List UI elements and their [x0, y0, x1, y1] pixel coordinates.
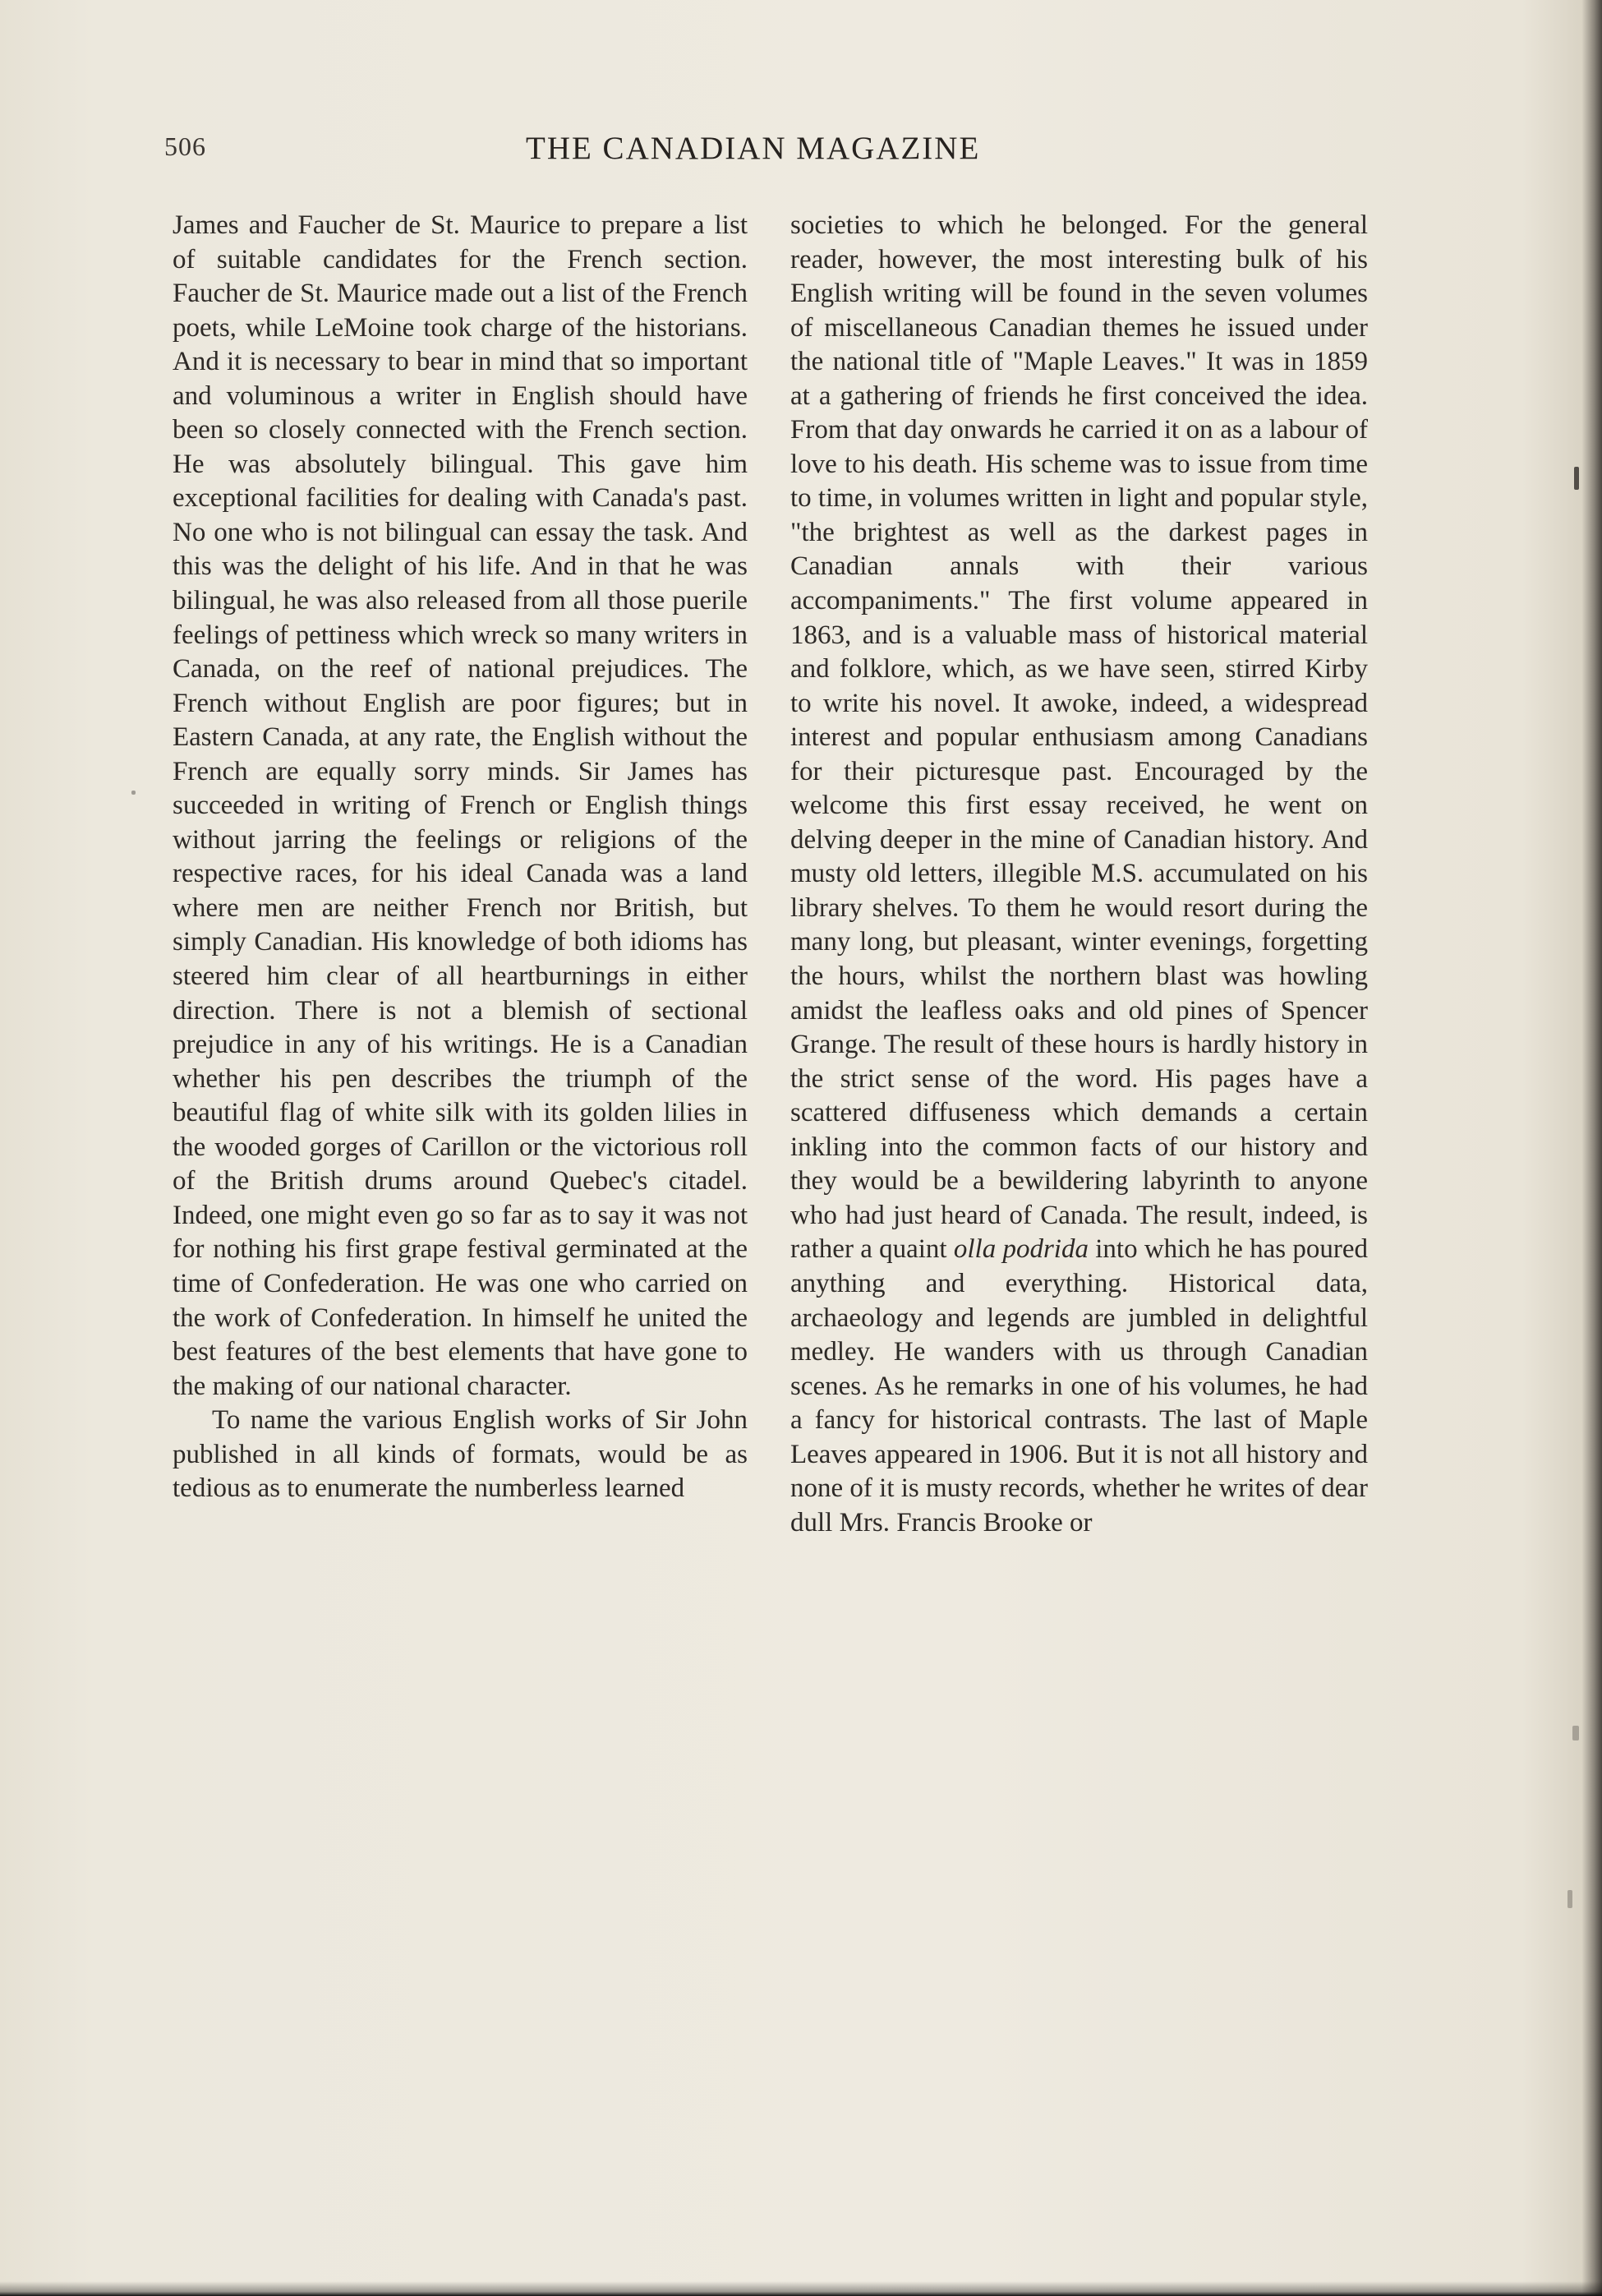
- running-title: THE CANADIAN MAGAZINE: [526, 131, 981, 166]
- left-paragraph-2: To name the various English works of Sir John published in all kinds of formats, would be as tedious as to enumerate the numberless learned: [173, 1405, 748, 1504]
- margin-mark: [1572, 1726, 1579, 1740]
- left-paragraph-1: James and Faucher de St. Maurice to prepare a list of suitable candidates for the French section. Faucher de St. Maurice made out a list of the French poets, while LeMoine took charge of the historians. And it is necessary to bear in mind that so important and voluminous a writer in English should have been so closely connected with the French section. He was absolutely bilingual. This gave him exceptional facilities for dealing with Canada's past. No one who is not bilingual can essay the task. And this was the delight of his life. And in that he was bilingual, he was also released from all those puerile feelings of pettiness which wreck so many writers in Canada, on the reef of national prejudices. The French without English are poor figures; but in Eastern Canada, at any rate, the English without the French are equally sorry minds. Sir James has succeeded in writing of French or English things without jarring the feelings or religions of the respective races, for his ideal Canada was a land where men are neither French nor British, but simply Canadian. His knowledge of both idioms has steered him clear of all heartburnings in either direction. There is not a blemish of sectional prejudice in any of his writings. He is a Canadian whether his pen describes the triumph of the beautiful flag of white silk with its golden lilies in the wooded gorges of Carillon or the victorious roll of the British drums around Quebec's citadel. Indeed, one might even go so far as to say it was not for nothing his first grape festival germinated at the time of Confederation. He was one who carried on the work of Confederation. In himself he united the best features of the best elements that have gone to the making of our national character.: [173, 210, 748, 1401]
- right-text-before-italic: societies to which he belonged. For the general reader, however, the most interesting bulk of his English writing will be found in the seven volumes of miscellaneous Canadian themes he issued under the national title of "Maple Leaves." It was in 1859 at a gathering of friends he first conceived the idea. From that day onwards he carried it on as a labour of love to his death. His scheme was to issue from time to time, in volumes written in light and popular style, "the brightest as well as the darkest pages in Canadian annals with their various accompaniments." The first volume appeared in 1863, and is a valuable mass of historical material and folklore, which, as we have seen, stirred Kirby to write his novel. It awoke, indeed, a widespread interest and popular enthusiasm among Canadians for their picturesque past. Encouraged by the welcome this first essay received, he went on delving deeper in the mine of Canadian history. And musty old letters, illegible M.S. accumulated on his library shelves. To them he would resort during the many long, but pleasant, winter evenings, forgetting the hours, whilst the northern blast was howling amidst the leafless oaks and old pines of Spencer Grange. The result of these hours is hardly history in the strict sense of the word. His pages have a scattered diffuseness which demands a certain inkling into the common facts of our history and they would be a bewildering labyrinth to anyone who had just heard of Canada. The result, indeed, is rather a quaint: [790, 210, 1368, 1265]
- margin-mark: [131, 791, 136, 795]
- page-edge: [1582, 0, 1602, 2296]
- right-column: [790, 209, 1368, 1540]
- page-number: 506: [164, 131, 206, 161]
- margin-mark: [1567, 1890, 1572, 1908]
- right-text-after-italic: into which he has poured anything and everything. Historical data, archaeology and legends are jumbled in delightful medley. He wanders with us through Canadian scenes. As he remarks in one of his volumes, he had a fancy for historical contrasts. The last of Maple Leaves appeared in 1906. But it is not all history and none of it is musty records, whether he writes of dear dull Mrs. Francis Brooke or: [790, 1234, 1369, 1538]
- right-paragraph: [790, 209, 1368, 1540]
- left-column: [173, 209, 748, 1506]
- margin-mark: [1574, 467, 1579, 490]
- italic-phrase: olla podrida: [953, 1234, 1089, 1265]
- page-header: [164, 131, 1364, 169]
- bottom-shadow: [0, 2281, 1602, 2296]
